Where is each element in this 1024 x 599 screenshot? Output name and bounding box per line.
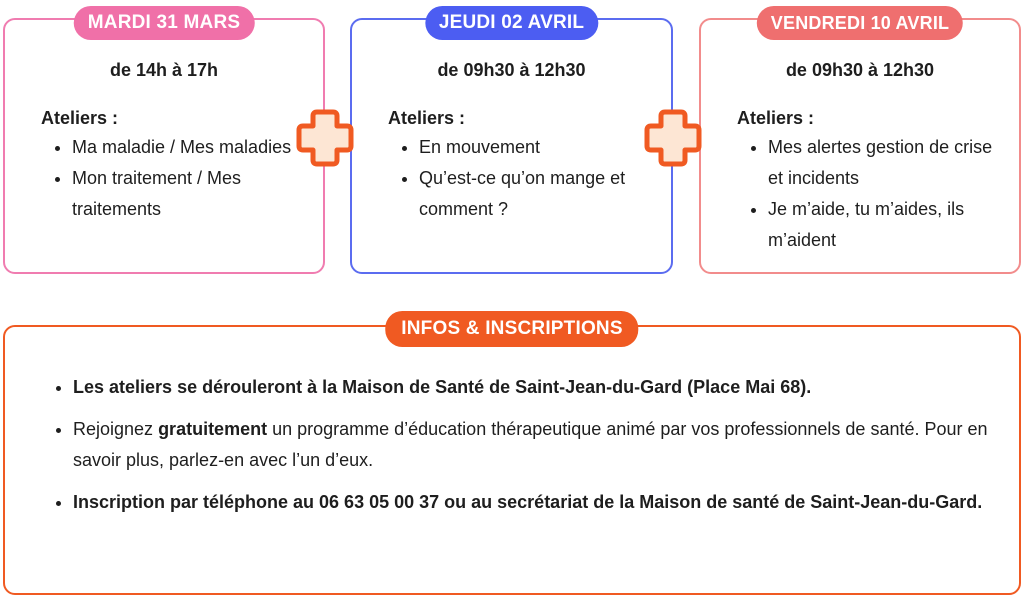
- ateliers-heading: Ateliers :: [737, 108, 815, 128]
- plus-icon: [643, 108, 703, 168]
- session-time: de 14h à 17h: [109, 60, 219, 80]
- list-item: • Ma maladie / Mes maladies: [72, 132, 311, 163]
- date-badge: VENDREDI 10 AVRIL: [757, 6, 963, 40]
- ateliers-list: [388, 132, 659, 225]
- ateliers-list: [737, 132, 1007, 256]
- date-badge: MARDI 31 MARS: [74, 6, 255, 40]
- session-card-mardi: [3, 12, 325, 274]
- info-item-inscription: • Inscription par téléphone au 06 63 05 00 37 ou au secrétariat de la Maison de santé de Saint-Jean-du-Gard.: [73, 487, 999, 518]
- list-item: • Mon traitement / Mes traitements: [72, 163, 311, 225]
- info-item-location: • Les ateliers se dérouleront à la Maison de Santé de Saint-Jean-du-Gard (Place Mai 68).: [73, 372, 999, 403]
- list-item: • Qu’est-ce qu’on mange et comment ?: [419, 163, 659, 225]
- list-item: • En mouvement: [419, 132, 659, 163]
- session-time: de 09h30 à 12h30: [785, 60, 935, 80]
- info-item-programme: [73, 414, 999, 476]
- date-badge: JEUDI 02 AVRIL: [425, 6, 598, 40]
- session-card-vendredi: [699, 13, 1021, 274]
- ateliers-heading: Ateliers :: [41, 108, 119, 128]
- ateliers-list: [41, 132, 311, 225]
- list-item: • Mes alertes gestion de crise et incidents: [768, 132, 1007, 194]
- plus-icon: [295, 108, 355, 168]
- info-list: [48, 372, 999, 529]
- info-title-badge: INFOS & INSCRIPTIONS: [385, 311, 638, 347]
- info-inscriptions-box: [3, 318, 1021, 595]
- session-card-jeudi: [350, 12, 673, 274]
- info-text: Rejoignez: [73, 419, 159, 439]
- info-text: un programme d’éducation thérapeutique animé par vos professionnels de santé. Pour en savoir plus, parlez-en avec l’un d’eux.: [73, 419, 988, 470]
- list-item: • Je m’aide, tu m’aides, ils m’aident: [768, 194, 1007, 256]
- ateliers-heading: Ateliers :: [388, 108, 466, 128]
- session-time: de 09h30 à 12h30: [437, 60, 586, 80]
- info-emphasis: gratuitement: [158, 419, 268, 439]
